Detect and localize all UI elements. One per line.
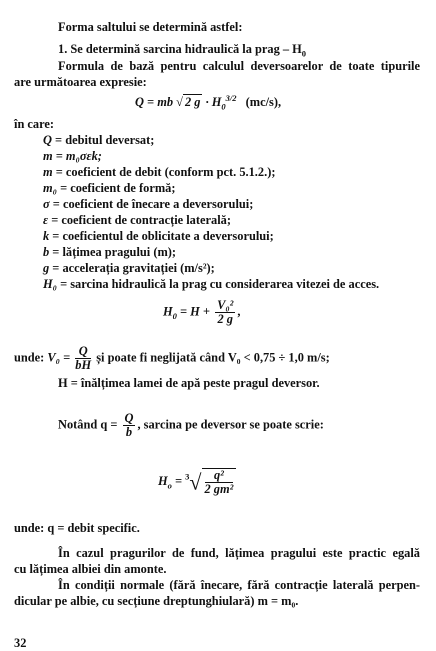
equation-head: $H_0 = H$ + $\frac{\text{V₀²}}{2 g}$ , [163,298,241,326]
step-heading [58,42,306,57]
eq1-lhs: Q = mb [135,95,174,109]
step-heading-subscript: 0 [301,48,307,59]
paragraph-formula-intro-cont: are următoarea expresie: [14,75,147,89]
definition-item: σ = coeficient de înecare a deversorului; [43,197,254,211]
velocity-definition: unde: V₀ = $\frac{Q}{bH}$ și poate fi neglijată când V₀ < 0,75 ÷ 1,0 m/s; [14,344,330,372]
notation-line: Notând q = $\frac{Q}{b}$ , sarcina pe deversor se poate scrie: [58,411,324,439]
velocity-fraction: $\frac{Q}{bH}$ [75,344,92,372]
definition-item: m = m₀σεk; [43,149,102,163]
definition-item: b = lățimea pragului (m); [43,245,177,259]
specific-discharge-definition: unde: q = debit specific. [14,521,140,535]
equation-load: $H_o = ^3√$ $\frac{\text{q²}}{\text{2 gm²}}$ [158,468,236,496]
definition-item: Q = debitul deversat; [43,133,155,147]
eq1-sqrt-sign: √ [176,95,183,109]
eq1-h-sup: 3/2 [225,92,237,103]
paragraph-formula-intro: Formula de bază pentru calculul deversoarelor de toate tipurile [58,59,420,73]
intro-line: Forma saltului se determină astfel: [58,20,243,34]
equation-discharge [135,94,281,110]
page-number: 32 [14,636,27,650]
paragraph-normal-conditions: În condiții normale (fără înecare, fără contracție laterală perpen- [58,578,420,592]
paragraph-normal-conditions-cont: dicular pe albie, cu secțiune dreptunghiulară) m = m₀. [14,594,299,608]
paragraph-bottom-threshold-cont: cu lățimea albiei din amonte. [14,562,167,576]
eq1-units: (mc/s), [245,95,282,109]
notation-fraction: $\frac{Q}{b}$ [124,411,134,439]
in-care-label: în care: [14,117,55,131]
definition-item: k = coeficientul de oblicitate a deversorului; [43,229,274,243]
definition-item: H₀ = sarcina hidraulică la prag cu considerarea vitezei de acces. [43,277,380,291]
definition-item: ε = coeficient de contracție laterală; [43,213,231,227]
paragraph-bottom-threshold: În cazul pragurilor de fund, lățimea pragului este practic egală [58,546,420,560]
eq2-fraction: $\frac{\text{V₀²}}{2 g}$ [217,298,234,326]
eq1-h-sub: 0 [221,101,226,112]
cube-root: $^3$√ $\frac{\text{q²}}{\text{2 gm²}}$ [185,468,236,496]
h-definition: H = înălțimea lamei de apă peste pragul deversor. [58,376,320,390]
eq1-radicand: 2 g [184,95,201,109]
eq1-h: · H [205,95,222,109]
step-heading-text: 1. Se determină sarcina hidraulică la prag – H [58,42,302,56]
definition-item: m₀ = coeficient de formă; [43,181,176,195]
definition-item: g = accelerația gravitației (m/s²); [43,261,215,275]
definition-item: m = coeficient de debit (conform pct. 5.1.2.); [43,165,276,179]
